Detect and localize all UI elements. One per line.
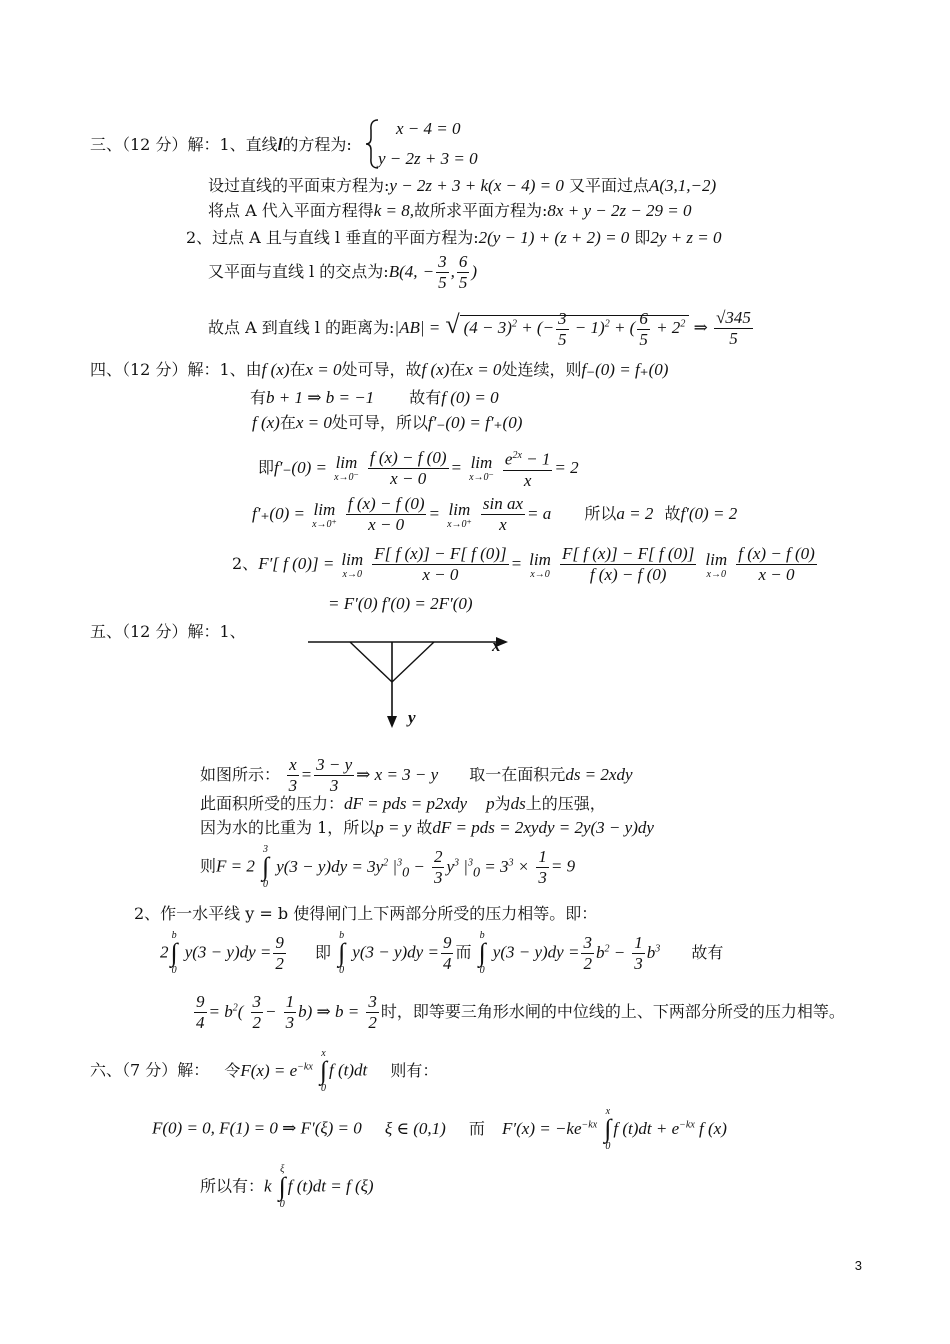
- system-eq-2: y − 2z + 3 = 0: [378, 149, 478, 168]
- s4-line5: f′₊(0) = lim x→0⁺ $\frac{f (x) - f (0)}{x - 0}$ = lim x→0⁺ $\frac{\text{sin ax}}{x}$ = a 所以a = 2 故f′(0) = 2: [252, 494, 738, 534]
- s3-line6: 故点 A 到直线 l 的距离为:|AB| = √ $(4 - 3)^2$ + (− $\frac{3}{5}$ − 1)$^2$ + ( $\frac{6}{5}$ + $2^2$ ⇒ $\frac{√345}{5}$: [208, 308, 751, 349]
- axis-x-label: x: [492, 636, 501, 655]
- s4-line6: 2、F′[ f (0)] = lim x→0 $\frac{F[ f (x)] - F[ f (0)]}{x - 0}$ = lim x→0 $\frac{F[ f (x)] - F[ f (0)]}{f (x) - f (0)}$ lim x→0 $\frac{f (x) - f (0)}{x - 0}$: [232, 544, 815, 584]
- s4-line3: f (x)在x = 0处可导，所以f′₋(0) = f′₊(0): [252, 413, 523, 432]
- s3-line4: 2、过点 A 且与直线 l 垂直的平面方程为:2(y − 1) + (z + 2) = 0 即2y + z = 0: [186, 228, 722, 247]
- s6-line3: 所以有：k ξ ∫ 0 f (t)dt = f (ξ): [200, 1164, 374, 1210]
- s5-line2: 此面积所受的压力：dF = pds = p2xdy p为ds上的压强，: [200, 794, 606, 813]
- s5-line6: 2 b ∫ 0 y(3 − y)dy = $\frac{9}{2}$ 即 b ∫ 0 y(3 − y)dy = $\frac{9}{4}$ 而 b ∫ 0 y(3 − y)dy = $\frac{3}{2}$ $b^2$ − $\frac{1}{3}$ $b^3$ 故有: [160, 930, 724, 976]
- page-number: 3: [854, 1258, 862, 1273]
- s4-line7: = F′(0) f′(0) = 2F′(0): [328, 594, 473, 613]
- s5-line1: 如图所示： $\frac{x}{3}$ = $\frac{3 - y}{3}$ ⇒ x = 3 − y 取一在面积元ds = 2xdy: [200, 755, 633, 795]
- s5-line7: $\frac{9}{4}$ = $b^2$( $\frac{3}{2}$ − $\frac{1}{3}$ b) ⇒ b = $\frac{3}{2}$ 时，即等要三角形水闸的中位线的上、下两部分所受的压力相等。: [196, 992, 845, 1032]
- s6-line2: F(0) = 0, F(1) = 0 ⇒ F′(ξ) = 0 ξ ∈ (0,1) 而 $F'(x) = -ke^{-kx}$ x ∫ 0 f $(t)dt + e^{-kx}$ f (x): [152, 1106, 727, 1152]
- s5-heading: 五、（12 分）解：1、: [90, 622, 246, 641]
- s4-heading: 四、（12 分）解：1、由f (x)在x = 0处可导，故f (x)在x = 0处连续，则f₋(0) = f₊(0): [90, 360, 669, 379]
- s3-line2: 设过直线的平面束方程为:y − 2z + 3 + k(x − 4) = 0 又平面过点A(3,1,−2): [208, 176, 717, 195]
- s5-line3: 因为水的比重为 1，所以p = y 故dF = pds = 2xydy = 2y(3 − y)dy: [200, 818, 654, 837]
- triangle-right-edge: [392, 642, 434, 682]
- s5-line5: 2、作一水平线 y = b 使得闸门上下两部分所受的压力相等。即：: [134, 904, 598, 923]
- axis-y-label: y: [408, 708, 416, 727]
- y-axis-arrow-icon: [387, 716, 397, 728]
- triangle-left-edge: [350, 642, 392, 682]
- s3-heading: 三、（12 分）解：1、直线l的方程为:: [90, 135, 352, 154]
- s6-heading: 六、（7 分）解： 令$F(x) = e^{-kx}$ x ∫ 0 f (t)dt 则有：: [90, 1048, 439, 1094]
- s5-line4: 则F = 2 3 ∫ 0 $y(3 - y)dy = 3y^2$ $|^3_0$ − $\frac{2}{3}$ $y^3$ $|^3_0 = 3^3$ × $\frac{1}{3}$ = 9: [200, 844, 576, 890]
- s4-line4: 即f′₋(0) = lim x→0⁻ $\frac{f (x) - f (0)}{x - 0}$ = lim x→0⁻ $\frac{e^{2x} - 1}{x}$ = 2: [258, 447, 579, 490]
- triangle-gate-diagram: [300, 630, 510, 730]
- system-eq-1: x − 4 = 0: [396, 119, 461, 138]
- s4-line2: 有b + 1 ⇒ b = −1 故有f (0) = 0: [250, 388, 499, 407]
- s3-line5: 又平面与直线 l 的交点为:B(4, − $\frac{3}{5}$ , $\frac{6}{5}$ ): [208, 252, 477, 292]
- s3-line3: 将点 A 代入平面方程得k = 8,故所求平面方程为:8x + y − 2z − 29 = 0: [208, 201, 692, 220]
